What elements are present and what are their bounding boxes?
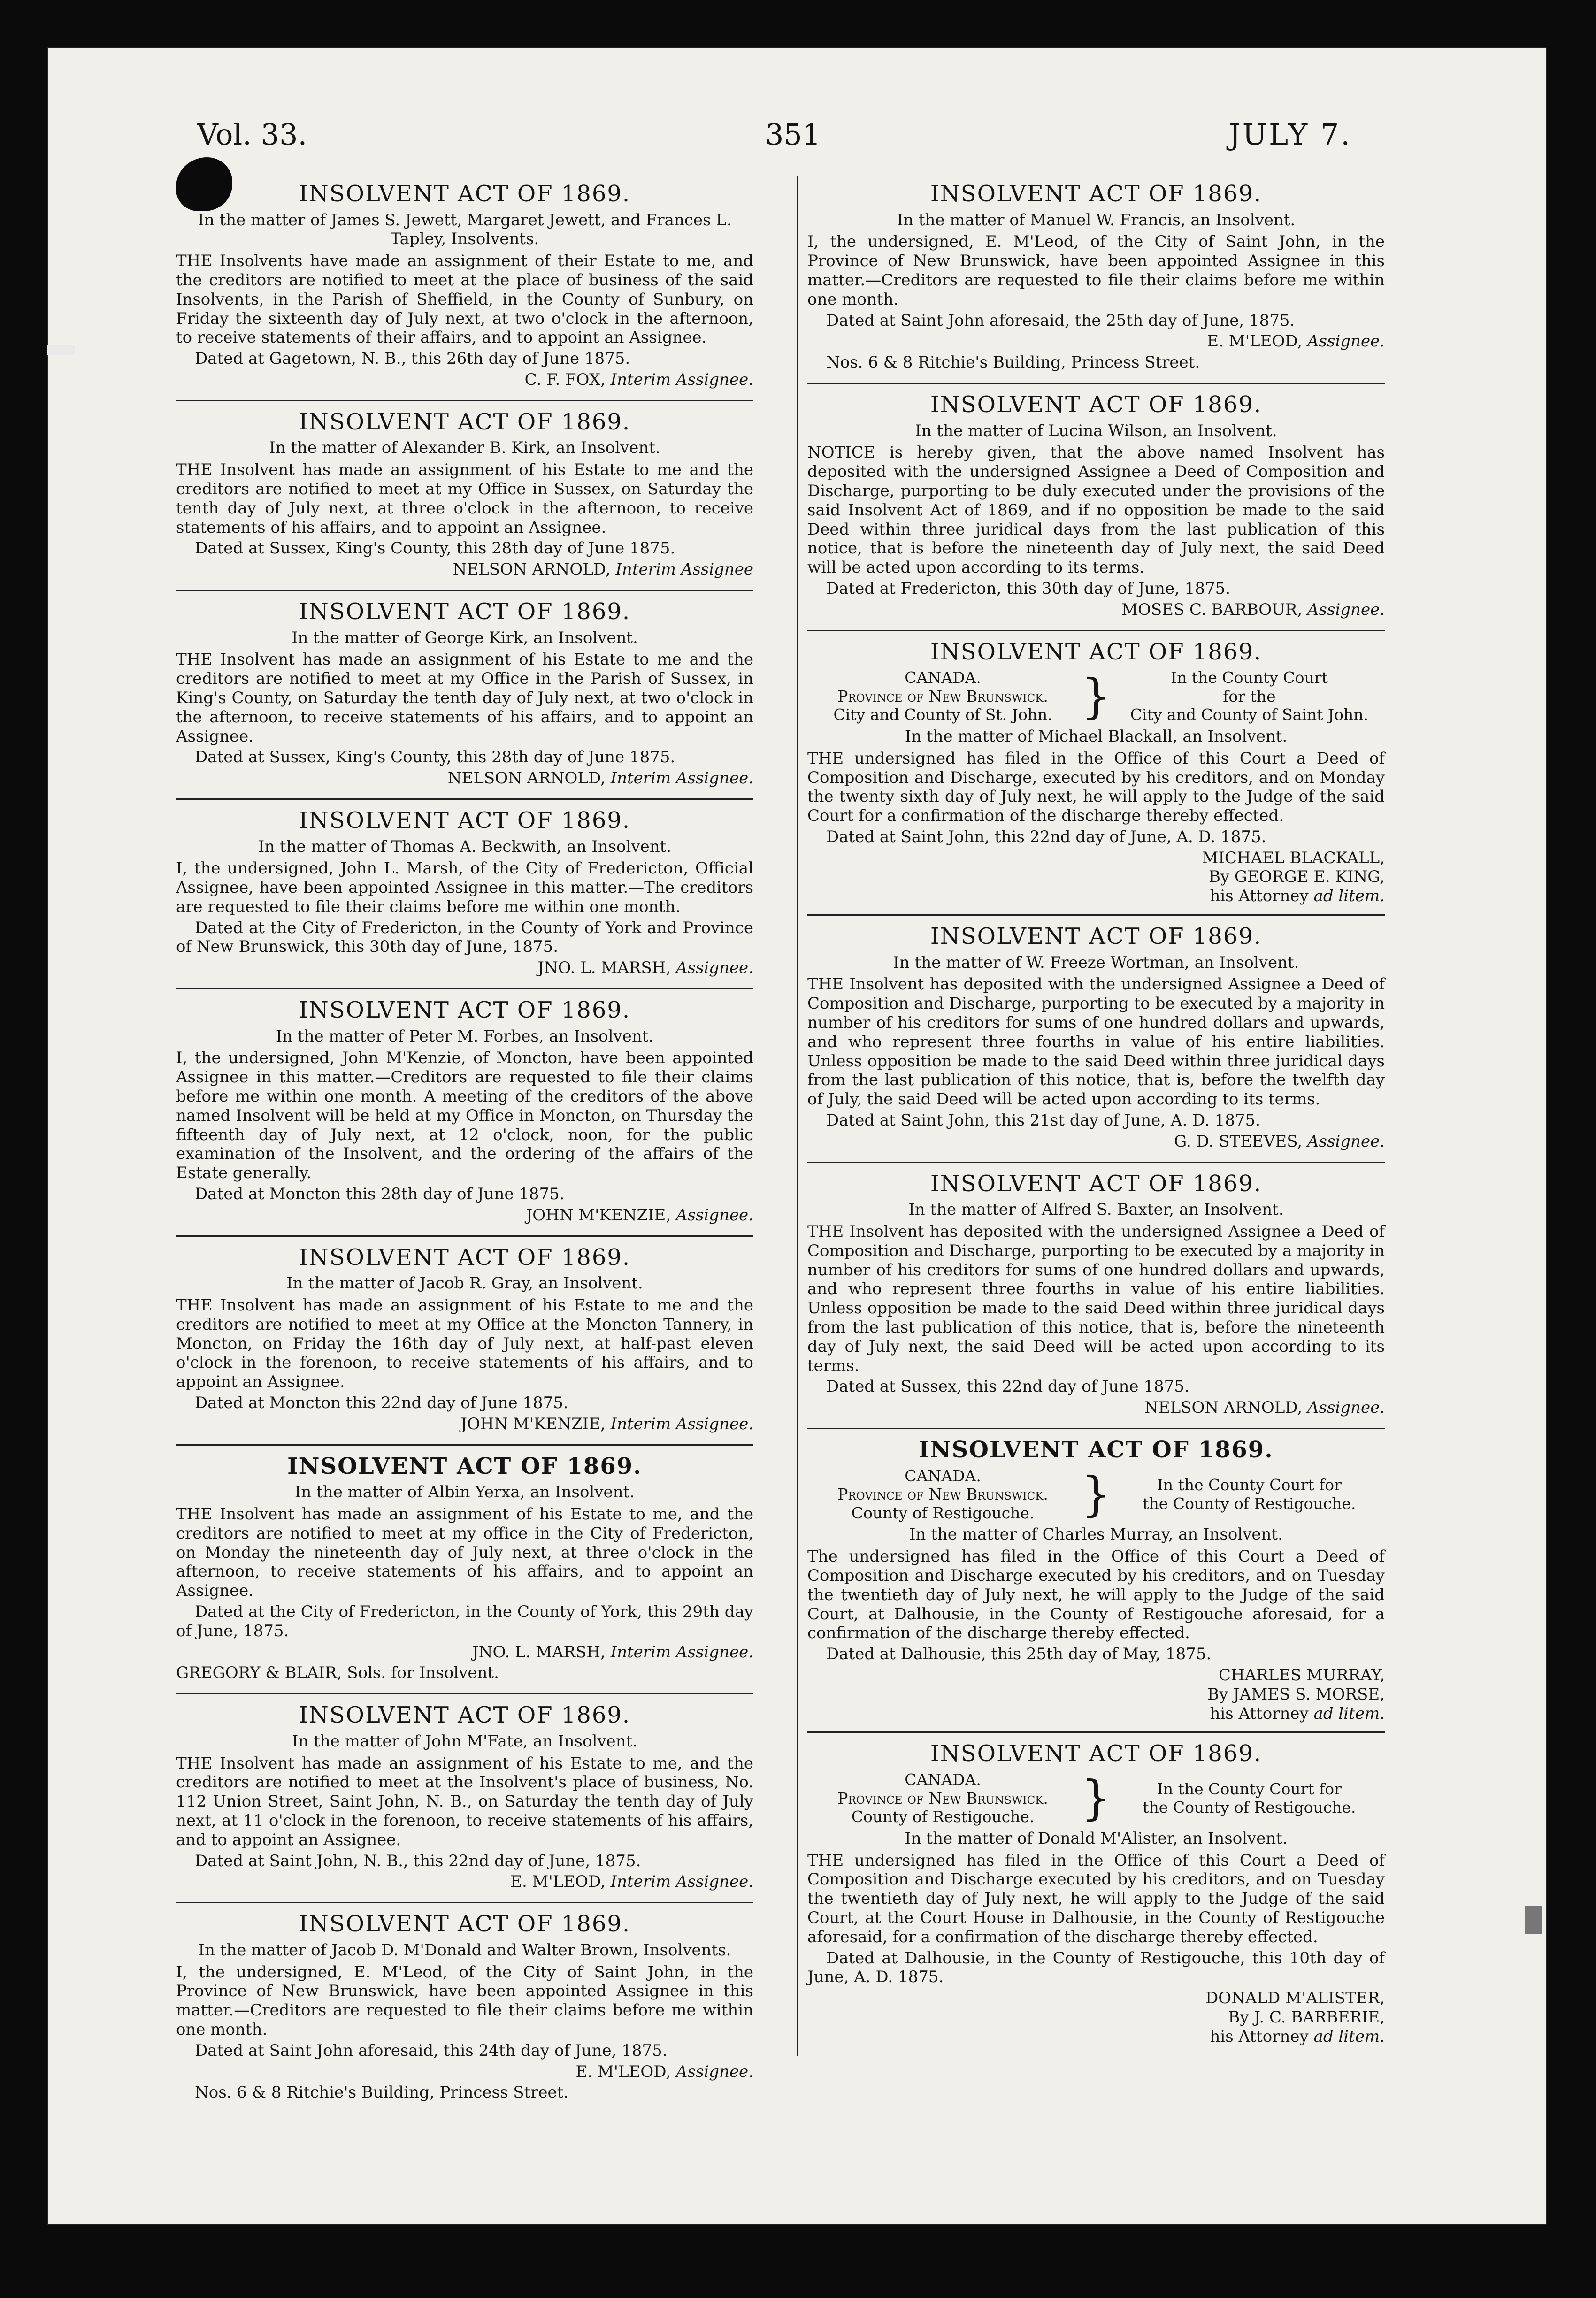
column-divider	[797, 176, 798, 2056]
notice-yerxa	[176, 1448, 753, 1695]
right-column	[807, 176, 1385, 2057]
notice-title: INSOLVENT ACT OF 1869.	[287, 1453, 642, 1479]
notice-wilson	[807, 387, 1385, 631]
signature-role: Assignee.	[1307, 332, 1385, 351]
address-line: Nos. 6 & 8 Ritchie's Building, Princess Street.	[195, 2083, 569, 2102]
notice-body: THE Insolvent has made an assignment of his Estate to me, and the creditors are notified to meet at the Insolvent's place of business, No. 112 Union Street, Saint John, N. B., on Saturday the tenth day of July next, at 11 o'clock in the forenoon, to receive statements of his affairs, and to appoint an Assignee.	[176, 1754, 753, 1849]
notice-title: INSOLVENT ACT OF 1869.	[930, 391, 1262, 418]
volume-number: Vol. 33.	[197, 117, 307, 152]
notice-matter: In the matter of Jacob R. Gray, an Insolvent.	[286, 1274, 643, 1293]
signature-role: Assignee.	[675, 1205, 753, 1225]
notice-title: INSOLVENT ACT OF 1869.	[919, 1437, 1274, 1463]
court-heading	[807, 1770, 1385, 1826]
notice-signature	[176, 2062, 753, 2082]
notice-jewett	[176, 176, 753, 401]
notice-title: INSOLVENT ACT OF 1869.	[299, 1244, 631, 1271]
signature-role: Assignee.	[675, 958, 753, 978]
notice-dated: Dated at Saint John, this 22nd day of June, A. D. 1875.	[826, 827, 1266, 846]
notice-matter: In the matter of James S. Jewett, Margaret Jewett, and Frances L. Tapley, Insolvents.	[198, 210, 732, 249]
signature-role: Assignee.	[1307, 1132, 1385, 1151]
signature-name: E. M'LEOD,	[510, 1872, 606, 1892]
notice-body: NOTICE is hereby given, that the above named Insolvent has deposited with the undersigned Assignee a Deed of Composition and Discharge, purporting to be duly executed under the provisions of the said Insolvent Act of 1869, and if no opposition be made to the said Deed within three juridical days from the last publication of this notice, that is before the nineteenth day of July next, the said Deed will be acted upon according to its terms.	[807, 443, 1385, 577]
notice-body: THE Insolvent has made an assignment of his Estate to me and the creditors are notified to meet at my Office in Sussex, on Saturday the tenth day of July next, at three o'clock in the afternoon, to receive statements of his affairs, and to appoint an Assignee.	[176, 460, 753, 537]
notice-body: I, the undersigned, E. M'Leod, of the City of Saint John, in the Province of New Brunswick, have been appointed Assignee in this matter.—Creditors are requested to file their claims before me within one month.	[807, 232, 1385, 309]
notice-title: INSOLVENT ACT OF 1869.	[299, 408, 631, 435]
court-label: the County of Restigouche.	[1143, 1494, 1356, 1513]
signature-name: JNO. L. MARSH,	[537, 958, 671, 978]
jurisdiction-right	[1114, 1780, 1385, 1817]
notice-signature	[176, 1415, 753, 1434]
province-label: Province of New Brunswick.	[837, 1789, 1048, 1808]
notice-dated: Dated at Dalhousie, this 25th day of May, 1875.	[826, 1645, 1212, 1664]
notice-dated: Dated at Gagetown, N. B., this 26th day of June 1875.	[195, 349, 630, 368]
signature-role: Assignee.	[1307, 1398, 1385, 1417]
notice-matter: In the matter of Michael Blackall, an Insolvent.	[905, 727, 1288, 746]
notice-signature	[176, 370, 753, 390]
signature-block	[807, 849, 1385, 906]
notice-title: INSOLVENT ACT OF 1869.	[930, 1740, 1262, 1767]
ad-litem-label: ad litem.	[1313, 1704, 1385, 1723]
scan-edge-mark	[47, 345, 75, 355]
notice-body: I, the undersigned, E. M'Leod, of the City of Saint John, in the Province of New Brunswick, have been appointed Assignee in this matter.—Creditors are requested to file their claims before me within one month.	[176, 1962, 753, 2039]
notice-dated: Dated at Saint John, N. B., this 22nd day of June, 1875.	[195, 1851, 641, 1870]
brace-glyph: }	[1081, 668, 1111, 724]
notice-signature	[176, 769, 753, 788]
notice-dated: Dated at Sussex, this 22nd day of June 1875.	[826, 1377, 1189, 1396]
notice-matter: In the matter of Manuel W. Francis, an Insolvent.	[897, 210, 1296, 230]
notice-title: INSOLVENT ACT OF 1869.	[930, 1170, 1262, 1197]
signature-role: Assignee.	[675, 2062, 753, 2081]
notice-gray	[176, 1240, 753, 1446]
notice-dated: Dated at Sussex, King's County, this 28th day of June 1875.	[195, 748, 675, 767]
notice-forbes	[176, 992, 753, 1237]
notice-matter: In the matter of W. Freeze Wortman, an Insolvent.	[893, 953, 1299, 972]
signature-block	[807, 1666, 1385, 1723]
notice-matter: In the matter of Jacob D. M'Donald and Walter Brown, Insolvents.	[198, 1940, 731, 1960]
ad-litem-label: ad litem.	[1313, 2027, 1385, 2046]
notice-dated: Dated at Saint John, this 21st day of June, A. D. 1875.	[826, 1111, 1261, 1130]
notice-body: I, the undersigned, John M'Kenzie, of Moncton, have been appointed Assignee in this matter.—Creditors are requested to file their claims before me within one month. A meeting of the creditors of the above named Insolvent will be held at my Office in Moncton, on Thursday the fifteenth day of July next, at 12 o'clock, noon, for the public examination of the Insolvent, and the ordering of the affairs of the Estate generally.	[176, 1049, 753, 1183]
notice-signature	[176, 560, 753, 579]
notice-dated: Dated at Moncton this 28th day of June 1875.	[195, 1185, 565, 1204]
court-label: In the County Court	[1171, 668, 1328, 687]
notice-title: INSOLVENT ACT OF 1869.	[299, 598, 631, 625]
notice-dated: Dated at Moncton this 22nd day of June 1875.	[195, 1394, 568, 1413]
issue-date: JULY 7.	[1228, 117, 1352, 152]
signature-role: Interim Assignee.	[610, 1414, 753, 1433]
signature-attorney: By GEORGE E. KING,	[1208, 867, 1385, 887]
notice-dated: Dated at Saint John aforesaid, this 24th day of June, 1875.	[195, 2041, 668, 2060]
signature-name: E. M'LEOD,	[1207, 332, 1303, 351]
jurisdiction-left	[807, 668, 1078, 724]
notice-matter: In the matter of Alfred S. Baxter, an Insolvent.	[908, 1200, 1284, 1219]
signature-block	[807, 1989, 1385, 2046]
signature-name: NELSON ARNOLD,	[1144, 1398, 1303, 1417]
signature-role: Assignee.	[1307, 600, 1385, 619]
signature-role	[807, 1704, 1385, 1724]
signature-role	[807, 887, 1385, 906]
notice-mfate	[176, 1697, 753, 1903]
notice-signature	[807, 600, 1385, 620]
notice-signature	[807, 1132, 1385, 1151]
notice-body: THE Insolvent has deposited with the undersigned Assignee a Deed of Composition and Discharge, purporting to be executed by a majority in number of his creditors for sums of one hundred dollars and upwards, and who represent three fourths in value of his entire liabilities. Unless opposition be made to the said Deed within three juridical days from the last publication of this notice, that is, before the twelfth day of July, the said Deed will be acted upon according to its terms.	[807, 975, 1385, 1109]
page-header	[197, 108, 1352, 160]
attorney-label: his Attorney	[1210, 1704, 1309, 1723]
canada-label: CANADA.	[905, 1770, 981, 1789]
notice-dated: Dated at the City of Fredericton, in the County of York, this 29th day of June, 1875.	[176, 1602, 753, 1640]
signature-name: CHARLES MURRAY,	[1218, 1665, 1385, 1685]
signature-attorney: By JAMES S. MORSE,	[1207, 1685, 1385, 1704]
notice-dated: Dated at Fredericton, this 30th day of June, 1875.	[826, 579, 1231, 598]
solicitors-line: GREGORY & BLAIR, Sols. for Insolvent.	[176, 1663, 499, 1683]
signature-name: JNO. L. MARSH,	[472, 1642, 606, 1662]
notice-blackall	[807, 634, 1385, 916]
left-column	[176, 176, 753, 2115]
signature-role: Interim Assignee	[615, 560, 753, 579]
page-number: 351	[765, 117, 821, 152]
notice-signature	[176, 1206, 753, 1225]
jurisdiction-right	[1114, 668, 1385, 724]
county-label: County of Restigouche.	[851, 1808, 1035, 1826]
notice-title: INSOLVENT ACT OF 1869.	[299, 997, 631, 1024]
notice-signature	[176, 1872, 753, 1892]
notice-francis	[807, 176, 1385, 384]
signature-name: C. F. FOX,	[524, 370, 606, 389]
notice-title: INSOLVENT ACT OF 1869.	[930, 923, 1262, 950]
brace-glyph: }	[1081, 1770, 1111, 1826]
notice-dated: Dated at Sussex, King's County, this 28th day of June 1875.	[195, 539, 675, 558]
court-heading	[807, 1467, 1385, 1523]
court-label: In the County Court for	[1157, 1779, 1342, 1798]
signature-name: MOSES C. BARBOUR,	[1121, 600, 1303, 619]
county-label: City and County of St. John.	[833, 705, 1052, 724]
signature-name: NELSON ARNOLD,	[453, 560, 611, 579]
notice-body: THE Insolvent has deposited with the undersigned Assignee a Deed of Composition and Discharge, purporting to be executed by a majority in number of his creditors for sums of one hundred dollars and upwards, and who represent three fourths in value of his entire liabilities. Unless opposition be made to the said Deed within three juridical days from the last publication of this notice, that is, before the nineteenth day of July next, the said Deed will be acted upon according to its terms.	[807, 1222, 1385, 1375]
jurisdiction-left	[807, 1467, 1078, 1523]
notice-beckwith	[176, 803, 753, 989]
notice-matter: In the matter of George Kirk, an Insolvent.	[292, 628, 638, 647]
signature-attorney: By J. C. BARBERIE,	[1228, 2007, 1385, 2027]
canada-label: CANADA.	[905, 1466, 981, 1485]
notice-matter: In the matter of Thomas A. Beckwith, an Insolvent.	[258, 837, 672, 856]
notice-body: THE Insolvents have made an assignment of their Estate to me, and the creditors are notified to meet at the place of business of the said Insolvents, in the Parish of Sheffield, in the County of Sunbury, on Friday the sixteenth day of July next, at two o'clock in the afternoon, to receive statements of their affairs, and to appoint an Assignee.	[176, 252, 753, 347]
notice-title: INSOLVENT ACT OF 1869.	[299, 181, 631, 207]
notice-malister	[807, 1736, 1385, 2054]
notice-body: THE undersigned has filed in the Office of this Court a Deed of Composition and Discharge, executed by his creditors, and on Monday the twenty sixth day of July next, he will apply to the Judge of the said Court for a confirmation of the discharge thereby effected.	[807, 749, 1385, 826]
county-label: County of Restigouche.	[851, 1503, 1035, 1522]
notice-matter: In the matter of Albin Yerxa, an Insolvent.	[295, 1483, 635, 1502]
notice-title: INSOLVENT ACT OF 1869.	[930, 181, 1262, 207]
attorney-label: his Attorney	[1210, 2027, 1309, 2046]
notice-matter: In the matter of Charles Murray, an Insolvent.	[909, 1525, 1283, 1544]
notice-matter: In the matter of Donald M'Alister, an Insolvent.	[905, 1829, 1288, 1848]
province-label: Province of New Brunswick.	[837, 687, 1048, 705]
notice-matter: In the matter of Peter M. Forbes, an Insolvent.	[276, 1026, 654, 1046]
notice-body: THE Insolvent has made an assignment of his Estate to me, and the creditors are notified to meet at my office in the City of Fredericton, on Monday the nineteenth day of July next, at three o'clock in the afternoon, to receive statements of his affairs, and to appoint an Assignee.	[176, 1505, 753, 1601]
court-label: City and County of Saint John.	[1130, 705, 1369, 724]
notice-signature	[807, 332, 1385, 351]
court-label: In the County Court for	[1157, 1476, 1342, 1494]
notice-signature	[176, 958, 753, 978]
attorney-label: his Attorney	[1210, 887, 1309, 906]
notice-body: THE Insolvent has made an assignment of his Estate to me and the creditors are notified to meet at my Office in the Parish of Sussex, in King's County, on Saturday the tenth day of July next, at two o'clock in the afternoon, to receive statements of his affairs, and to appoint an Assignee.	[176, 650, 753, 746]
notice-george-kirk	[176, 594, 753, 800]
notice-murray	[807, 1432, 1385, 1733]
signature-name: DONALD M'ALISTER,	[1205, 1989, 1385, 2008]
signature-name: MICHAEL BLACKALL,	[1202, 848, 1385, 867]
signature-role: Interim Assignee.	[610, 1872, 753, 1892]
notice-matter: In the matter of Alexander B. Kirk, an Insolvent.	[269, 438, 660, 458]
court-heading	[807, 668, 1385, 724]
canada-label: CANADA.	[905, 668, 981, 687]
ad-litem-label: ad litem.	[1313, 887, 1385, 906]
notice-dated: Dated at Saint John aforesaid, the 25th day of June, 1875.	[826, 311, 1295, 330]
notice-matter: In the matter of John M'Fate, an Insolvent.	[292, 1731, 638, 1751]
signature-name: JOHN M'KENZIE,	[526, 1205, 671, 1225]
jurisdiction-left	[807, 1770, 1078, 1826]
court-label: for the	[1223, 687, 1276, 705]
notice-title: INSOLVENT ACT OF 1869.	[299, 1702, 631, 1729]
court-label: the County of Restigouche.	[1143, 1798, 1356, 1817]
scan-edge-mark-right	[1525, 1906, 1542, 1934]
notice-baxter	[807, 1166, 1385, 1429]
notice-alexander-kirk	[176, 404, 753, 591]
notice-matter: In the matter of Lucina Wilson, an Insolvent.	[915, 421, 1277, 440]
notice-mcdonald-brown	[176, 1906, 753, 2113]
signature-name: E. M'LEOD,	[575, 2062, 671, 2081]
jurisdiction-right	[1114, 1476, 1385, 1513]
signature-role: Interim Assignee.	[610, 370, 753, 389]
signature-name: NELSON ARNOLD,	[447, 769, 606, 788]
notice-body: THE Insolvent has made an assignment of his Estate to me and the creditors are notified to meet at my Office at the Moncton Tannery, in Moncton, on Friday the 16th day of July next, at half-past eleven o'clock in the forenoon, to receive statements of his affairs, and to appoint an Assignee.	[176, 1296, 753, 1392]
notice-wortman	[807, 919, 1385, 1163]
notice-dated: Dated at the City of Fredericton, in the County of York and Province of New Brunswick, this 30th day of June, 1875.	[176, 918, 753, 957]
notice-signature	[807, 1398, 1385, 1417]
signature-name: G. D. STEEVES,	[1174, 1132, 1303, 1151]
signature-role	[807, 2027, 1385, 2046]
province-label: Province of New Brunswick.	[837, 1485, 1048, 1504]
notice-title: INSOLVENT ACT OF 1869.	[299, 1911, 631, 1938]
brace-glyph: }	[1081, 1466, 1111, 1522]
notice-body: THE undersigned has filed in the Office of this Court a Deed of Composition and Discharge executed by his creditors, and on Tuesday the twentieth day of July next, he will apply to the Judge of the said Court, at the Court House in Dalhousie, in the County of Restigouche aforesaid, for a confirmation of the discharge thereby effected.	[807, 1851, 1385, 1946]
address-line: Nos. 6 & 8 Ritchie's Building, Princess Street.	[826, 353, 1200, 372]
notice-title: INSOLVENT ACT OF 1869.	[299, 807, 631, 834]
notice-signature	[176, 1643, 753, 1662]
notice-body: The undersigned has filed in the Office of this Court a Deed of Composition and Discharge executed by his creditors, and on Tuesday the twentieth day of July next, he will apply to the Judge of the said Court, at Dalhousie, in the County of Restigouche aforesaid, for a confirmation of the discharge thereby effected.	[807, 1547, 1385, 1643]
signature-role: Interim Assignee.	[610, 1642, 753, 1662]
notice-title: INSOLVENT ACT OF 1869.	[930, 638, 1262, 665]
notice-body: I, the undersigned, John L. Marsh, of the City of Fredericton, Official Assignee, have been appointed Assignee in this matter.—The creditors are requested to file their claims before me within one month.	[176, 859, 753, 916]
signature-name: JOHN M'KENZIE,	[460, 1414, 606, 1433]
notice-dated: Dated at Dalhousie, in the County of Restigouche, this 10th day of June, A. D. 1875.	[807, 1948, 1385, 1987]
signature-role: Interim Assignee.	[610, 769, 753, 788]
